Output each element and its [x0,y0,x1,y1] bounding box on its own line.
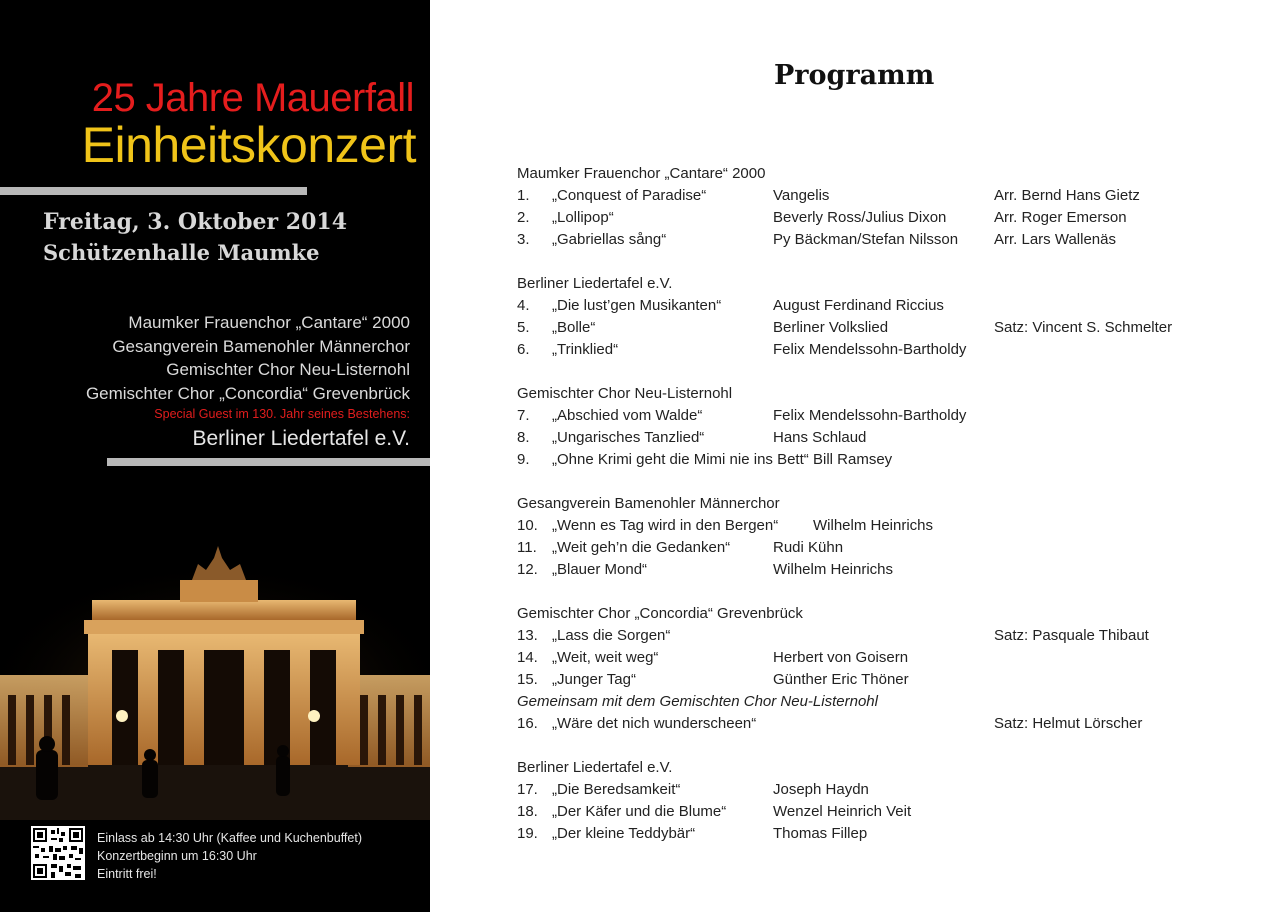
item-number: 8. [517,429,530,446]
section-choir-name: Maumker Frauenchor „Cantare“ 2000 [517,165,766,182]
program-item [517,339,1237,361]
choir-list [86,311,410,454]
item-number: 16. [517,715,538,732]
program-list [517,163,1237,867]
piece-title: „Conquest of Paradise“ [552,187,707,204]
item-number: 2. [517,209,530,226]
choir-name: Gemischter Chor Neu-Listernohl [166,360,410,379]
program-item [517,185,1237,207]
program-item [517,801,1237,823]
concert-venue: Schützenhalle Maumke [43,240,320,265]
composer-name: Wenzel Heinrich Veit [773,803,912,820]
composer-name: Thomas Fillep [773,825,868,842]
arrangement-credit: Arr. Roger Emerson [994,209,1127,226]
special-guest-name: Berliner Liedertafel e.V. [192,427,410,450]
piece-title: „Trinklied“ [552,341,619,358]
section-choir-name: Berliner Liedertafel e.V. [517,759,673,776]
piece-title: „Junger Tag“ [552,671,636,688]
concert-date: Freitag, 3. Oktober 2014 [43,209,348,235]
piece-title: „Der Käfer und die Blume“ [552,803,727,820]
arrangement-credit: Arr. Bernd Hans Gietz [994,187,1140,204]
program-item [517,779,1237,801]
program-title: Programm [774,60,935,91]
composer-name: Felix Mendelssohn-Bartholdy [773,407,967,424]
item-number: 5. [517,319,530,336]
item-number: 7. [517,407,530,424]
item-number: 3. [517,231,530,248]
item-number: 11. [517,539,537,556]
item-number: 4. [517,297,530,314]
item-number: 13. [517,627,538,644]
composer-name: Berliner Volkslied [773,319,889,336]
composer-name: Rudi Kühn [773,539,844,556]
program-item [517,823,1237,845]
piece-title: „Weit, weit weg“ [552,649,659,666]
composer-name: Wilhelm Heinrichs [773,561,894,578]
divider-bar-top [0,187,307,195]
piece-title: „Gabriellas sång“ [552,231,667,248]
program-item [517,669,1237,691]
concert-start: Konzertbeginn um 16:30 Uhr [97,849,257,863]
admission-info [97,829,362,883]
item-number: 1. [517,187,530,204]
choir-name: Gesangverein Bamenohler Männerchor [112,336,410,356]
admission-free: Eintritt frei! [97,867,157,881]
program-item [517,405,1237,427]
piece-title: „Der kleine Teddybär“ [552,825,696,842]
section-choir-name: Gesangverein Bamenohler Männerchor [517,495,780,512]
program-item [517,537,1237,559]
item-number: 15. [517,671,538,688]
composer-name: Felix Mendelssohn-Bartholdy [773,341,967,358]
choir-name: Gemischter Chor „Concordia“ Grevenbrück [85,383,410,403]
admission-time: Einlass ab 14:30 Uhr (Kaffee und Kuchenbuffet) [97,831,362,845]
special-guest-note: Special Guest im 130. Jahr seines Bestehens: [154,407,410,421]
item-number: 9. [517,451,530,468]
program-item [517,559,1237,581]
composer-name: Hans Schlaud [773,429,867,446]
program-item [517,647,1237,669]
composer-name: August Ferdinand Riccius [773,297,944,314]
piece-title: „Die Beredsamkeit“ [552,781,681,798]
composer-name: Wilhelm Heinrichs [813,517,934,534]
item-number: 6. [517,341,530,358]
piece-title: „Abschied vom Walde“ [552,407,703,424]
program-section [517,383,1237,471]
piece-title: „Bolle“ [552,319,596,336]
program-item [517,515,1237,537]
composer-name: Py Bäckman/Stefan Nilsson [773,231,959,248]
composer-name: Günther Eric Thöner [773,671,909,688]
program-item [517,207,1237,229]
arrangement-credit: Satz: Pasquale Thibaut [994,627,1149,644]
item-number: 19. [517,825,538,842]
piece-title: „Weit geh’n die Gedanken“ [552,539,731,556]
composer-name: Beverly Ross/Julius Dixon [773,209,947,226]
choir-name: Maumker Frauenchor „Cantare“ 2000 [128,313,410,332]
flyer-title-line2: Einheitskonzert [81,117,416,173]
section-choir-name: Berliner Liedertafel e.V. [517,275,673,292]
arrangement-credit: Satz: Vincent S. Schmelter [994,319,1173,336]
composer-name: Vangelis [773,187,830,204]
divider-bar-bottom [107,458,430,466]
brandenburg-gate-photo [0,520,430,820]
composer-name: Bill Ramsey [813,451,893,468]
piece-title: „Blauer Mond“ [552,561,648,578]
item-number: 10. [517,517,538,534]
piece-title: „Wäre det nich wunderscheen“ [552,715,757,732]
program-item [517,449,1237,471]
piece-title: „Ohne Krimi geht die Mimi nie ins Bett“ [552,451,809,468]
concert-flyer [0,0,430,912]
piece-title: „Wenn es Tag wird in den Bergen“ [552,517,779,534]
section-choir-name: Gemischter Chor Neu-Listernohl [517,385,733,402]
program-item [517,317,1237,339]
program-item [517,625,1237,647]
item-number: 18. [517,803,538,820]
program-section [517,163,1237,251]
program-item [517,229,1237,251]
piece-title: „Lass die Sorgen“ [552,627,671,644]
item-number: 17. [517,781,538,798]
arrangement-credit: Satz: Helmut Lörscher [994,715,1143,732]
item-number: 12. [517,561,538,578]
program-note: Gemeinsam mit dem Gemischten Chor Neu-Listernohl [517,693,878,710]
item-number: 14. [517,649,538,666]
program-section [517,273,1237,361]
piece-title: „Lollipop“ [552,209,614,226]
program-item [517,427,1237,449]
program-item [517,295,1237,317]
program-section [517,493,1237,581]
piece-title: „Die lust’gen Musikanten“ [552,297,722,314]
program-section [517,603,1237,735]
piece-title: „Ungarisches Tanzlied“ [552,429,705,446]
composer-name: Joseph Haydn [773,781,869,798]
arrangement-credit: Arr. Lars Wallenäs [994,231,1116,248]
flyer-title-line1: 25 Jahre Mauerfall [91,76,414,120]
section-choir-name: Gemischter Chor „Concordia“ Grevenbrück [517,605,803,622]
qr-code-icon[interactable] [31,826,85,880]
program-item [517,713,1237,735]
program-section [517,757,1237,845]
composer-name: Herbert von Goisern [773,649,909,666]
